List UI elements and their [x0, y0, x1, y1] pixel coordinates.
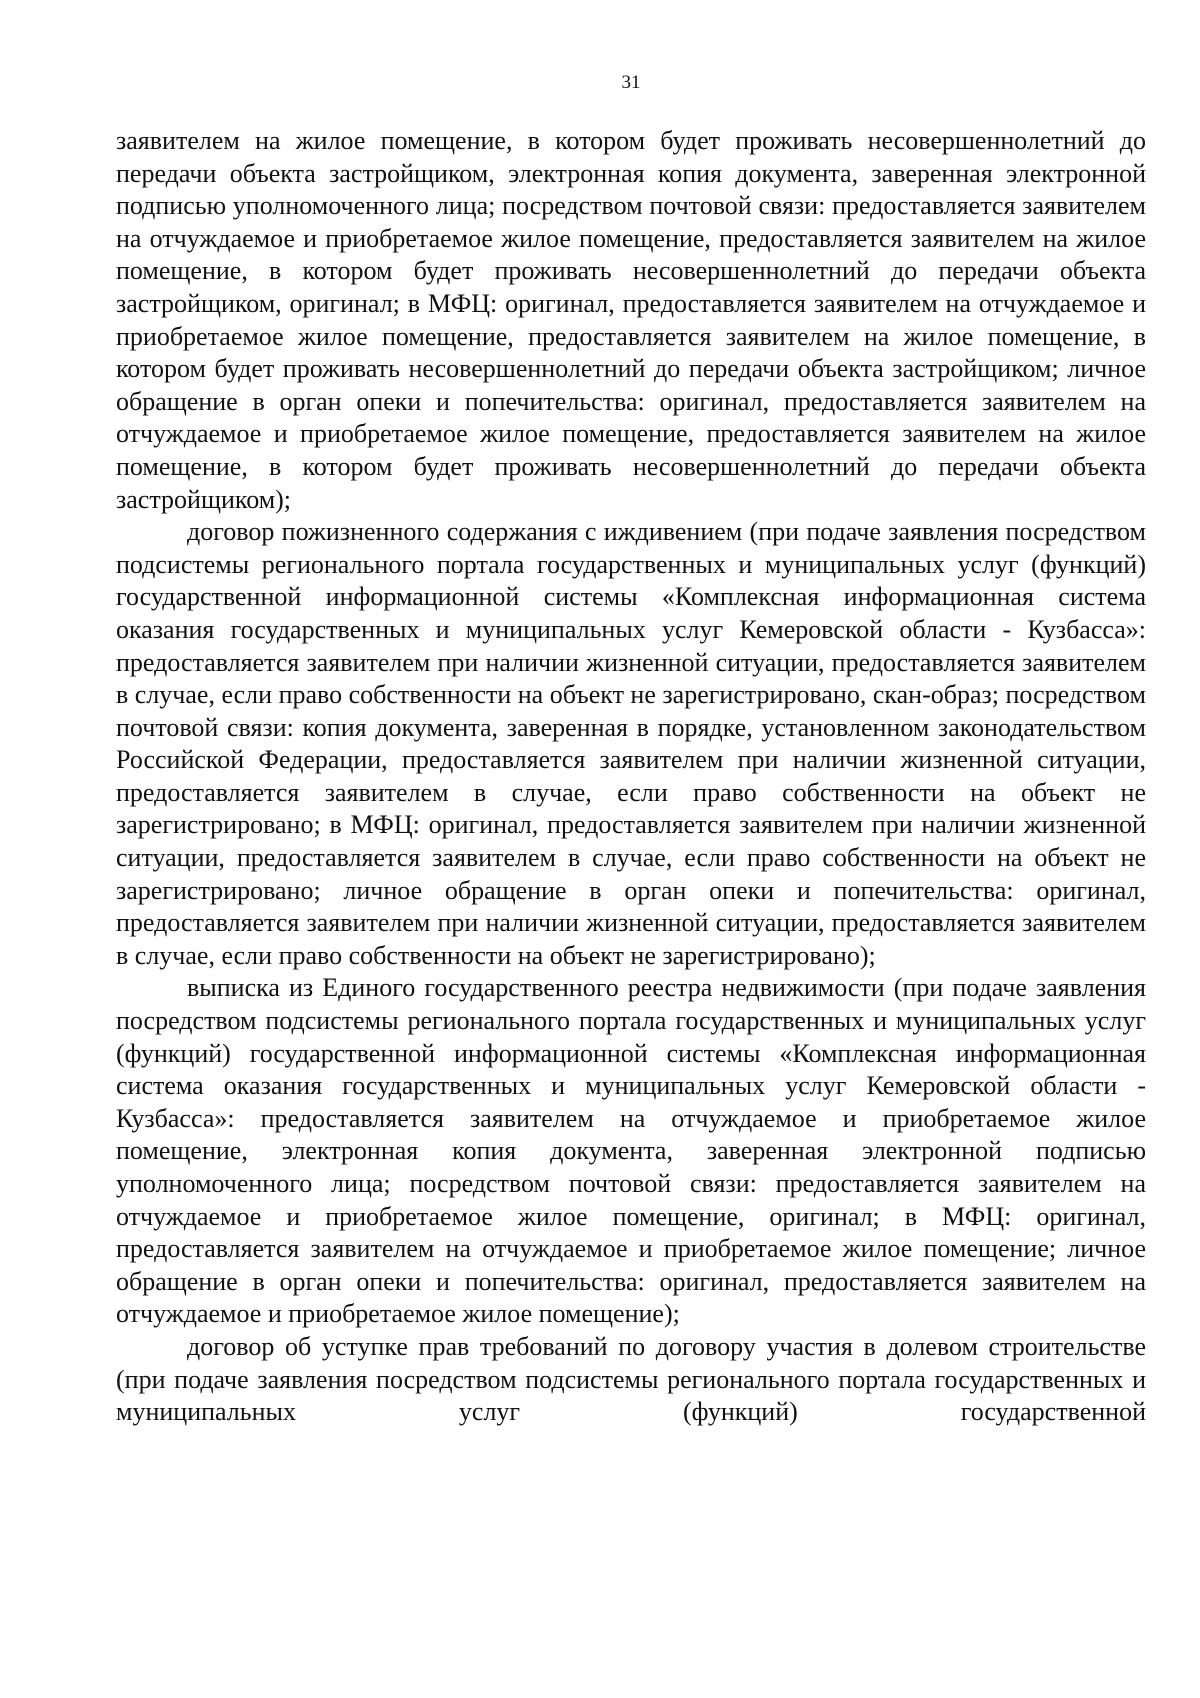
document-body: [116, 125, 1146, 1429]
paragraph-real-estate-registry-extract: выписка из Единого государственного реестра недвижимости (при подаче заявления посредством подсистемы регионального портала государственных и муниципальных услуг (функций) государственной информационной системы «Комплексная информационная система оказания государственных и муниципальных услуг Кемеровской области - Кузбасса»: предоставляется заявителем на отчуждаемое и приобретаемое жилое помещение, электронная копия документа, заверенная электронной подписью уполномоченного лица; посредством почтовой связи: предоставляется заявителем на отчуждаемое и приобретаемое жилое помещение, оригинал; в МФЦ: оригинал, предоставляется заявителем на отчуждаемое и приобретаемое жилое помещение; личное обращение в орган опеки и попечительства: оригинал, предоставляется заявителем на отчуждаемое и приобретаемое жилое помещение);: [116, 973, 1146, 1329]
paragraph-continuation: заявителем на жилое помещение, в котором будет проживать несовершеннолетний до передачи объекта застройщиком, электронная копия документа, заверенная электронной подписью уполномоченного лица; посредством почтовой связи: предоставляется заявителем на отчуждаемое и приобретаемое жилое помещение, предоставляется заявителем на жилое помещение, в котором будет проживать несовершеннолетний до передачи объекта застройщиком, оригинал; в МФЦ: оригинал, предоставляется заявителем на отчуждаемое и приобретаемое жилое помещение, предоставляется заявителем на жилое помещение, в котором будет проживать несовершеннолетний до передачи объекта застройщиком; личное обращение в орган опеки и попечительства: оригинал, предоставляется заявителем на отчуждаемое и приобретаемое жилое помещение, предоставляется заявителем на жилое помещение, в котором будет проживать несовершеннолетний до передачи объекта застройщиком);: [116, 126, 1146, 514]
paragraph-assignment-agreement: договор об уступке прав требований по договору участия в долевом строительстве (при подаче заявления посредством подсистемы регионального портала государственных и муниципальных услуг (функций) государственной: [116, 1331, 1146, 1427]
page-number: 31: [621, 72, 641, 93]
paragraph-lifetime-maintenance-contract: договор пожизненного содержания с иждивением (при подаче заявления посредством подсистемы регионального портала государственных и муниципальных услуг (функций) государственной информационной системы «Комплексная информационная система оказания государственных и муниципальных услуг Кемеровской области - Кузбасса»: предоставляется заявителем при наличии жизненной ситуации, предоставляется заявителем в случае, если право собственности на объект не зарегистрировано, скан-образ; посредством почтовой связи: копия документа, заверенная в порядке, установленном законодательством Российской Федерации, предоставляется заявителем при наличии жизненной ситуации, предоставляется заявителем в случае, если право собственности на объект не зарегистрировано; в МФЦ: оригинал, предоставляется заявителем при наличии жизненной ситуации, предоставляется заявителем в случае, если право собственности на объект не зарегистрировано; личное обращение в орган опеки и попечительства: оригинал, предоставляется заявителем при наличии жизненной ситуации, предоставляется заявителем в случае, если право собственности на объект не зарегистрировано);: [116, 517, 1146, 970]
